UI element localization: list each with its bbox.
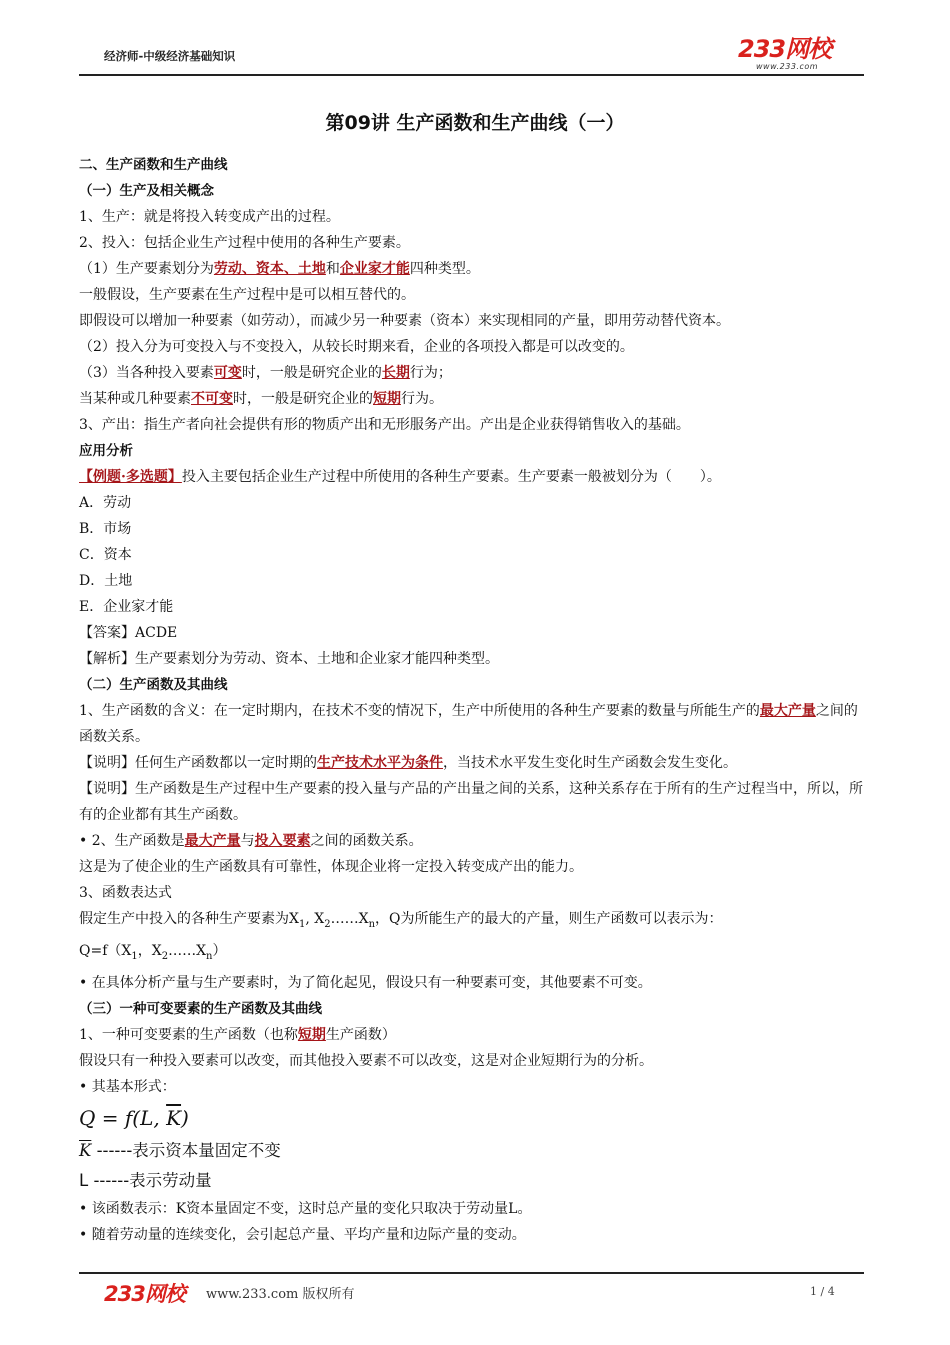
text-line [79,594,866,620]
document-body [79,152,866,1248]
formula [79,1100,866,1136]
logo-url: www.233.com [756,62,819,71]
text-segment: ，Q为所能生产的最大的产量，则生产函数可以表示为： [375,911,723,927]
text-segment: L ------表示劳动量 [79,1170,212,1190]
text-segment: 时，一般是研究企业的 [241,365,382,381]
text-line [79,938,866,970]
text-segment: ，当技术水平发生变化时生产函数会发生变化。 [443,755,737,771]
text-segment: , X [305,911,325,927]
text-line [79,1022,866,1048]
text-line [79,386,866,412]
text-segment: 行为。 [401,391,443,407]
section-heading [79,996,866,1022]
emphasis-text: 最大产量 [184,833,241,849]
text-line [79,854,866,880]
text-line [79,464,866,490]
text-line [79,828,866,854]
emphasis-text: 可变 [213,365,242,381]
text-line [79,334,866,360]
emphasis-text: 短期 [297,1026,326,1043]
text-segment: ……X [330,911,369,927]
text-segment: $\overline{K}$ [166,1105,182,1130]
text-segment: 二、生产函数和生产曲线 [79,157,228,173]
text-line [79,542,866,568]
emphasis-text: 最大产量 [759,703,816,719]
section-heading [79,178,866,204]
text-segment: Q = f(L, [79,1105,167,1130]
text-segment: 1 [298,918,306,930]
site-logo[interactable] [738,36,848,76]
text-segment: 2 [161,950,169,962]
text-segment: 之间的函数关系。 [79,703,858,745]
text-segment: B．市场 [79,521,132,537]
text-segment: D．土地 [79,573,133,589]
text-segment: 与 [240,833,255,849]
text-line [79,204,866,230]
text-segment: 应用分析 [79,443,133,459]
header-course-title: 经济师-中级经济基础知识 [104,49,236,63]
emphasis-text: 【例题·多选题】 [79,469,182,485]
text-segment: 【解析】生产要素划分为劳动、资本、土地和企业家才能四种类型。 [79,651,499,667]
text-segment: 当某种或几种要素 [79,391,191,407]
page-number: 1 / 4 [810,1285,835,1298]
text-segment: ……X [168,942,207,959]
text-segment: 假设只有一种投入要素可以改变，而其他投入要素不可以改变，这是对企业短期行为的分析。 [79,1052,653,1069]
text-line [79,412,866,438]
text-segment: n [206,950,213,962]
text-line [79,698,866,750]
section-heading [79,438,866,464]
section-heading [79,672,866,698]
text-segment: 生产函数） [325,1026,396,1043]
text-segment: 【答案】ACDE [79,625,178,641]
text-segment: 假定生产中投入的各种生产要素为X [79,911,299,927]
text-segment: ) [181,1105,189,1130]
text-segment: • 该函数表示：K资本量固定不变，这时总产量的变化只取决于劳动量L。 [79,1200,532,1217]
text-segment: 之间的函数关系。 [310,833,423,849]
text-segment: n [368,918,376,930]
text-segment: 1、生产函数的含义：在一定时期内，在技术不变的情况下，生产中所使用的各种生产要素的数量与所能生产的 [79,703,760,719]
text-segment: 投入主要包括企业生产过程中所使用的各种生产要素。生产要素一般被划分为（ ）。 [181,469,721,485]
document-title: 第09讲 生产函数和生产曲线（一） [325,112,625,134]
text-line [79,1222,866,1248]
formula-note [79,1136,866,1166]
text-segment: 时，一般是研究企业的 [233,391,373,407]
text-line [79,308,866,334]
text-segment: • 在具体分析产量与生产要素时，为了简化起见，假设只有一种要素可变，其他要素不可变。 [79,974,652,991]
text-segment: 行为； [409,365,452,381]
text-segment: ------表示资本量固定不变 [91,1140,281,1160]
text-segment: 【说明】任何生产函数都以一定时期的 [79,755,317,771]
emphasis-text: 长期 [381,365,410,381]
text-line [79,1196,866,1222]
emphasis-text: 不可变 [191,391,233,407]
text-line [79,282,866,308]
text-line [79,490,866,516]
text-line [79,750,866,776]
emphasis-text: 短期 [373,391,401,407]
text-line [79,256,866,282]
emphasis-text: 生产技术水平为条件 [317,755,443,771]
emphasis-text: 投入要素 [254,833,311,849]
text-segment: 四种类型。 [409,261,480,277]
formula-note [79,1166,866,1196]
text-segment: $\overline{K}$ [79,1140,92,1160]
text-segment: ） [212,942,227,959]
text-segment: 和 [325,261,340,277]
footer-rule [79,1272,864,1274]
text-line [79,230,866,256]
text-segment: E．企业家才能 [79,599,174,615]
logo-text: 233网校 [738,35,832,63]
text-line [79,906,866,938]
text-line [79,1074,866,1100]
text-segment: 一般假设，生产要素在生产过程中是可以相互替代的。 [79,287,415,303]
text-segment: C．资本 [79,547,132,563]
text-segment: • 其基本形式： [79,1078,176,1095]
emphasis-text: 企业家才能 [339,261,410,277]
text-line [79,620,866,646]
text-segment: （三）一种可变要素的生产函数及其曲线 [79,1000,322,1017]
text-line [79,646,866,672]
text-line [79,516,866,542]
footer-copyright: www.233.com 版权所有 [206,1287,355,1302]
text-segment: 【说明】生产函数是生产过程中生产要素的投入量与产品的产出量之间的关系，这种关系存在于所有的生产过程当中，所以，所有的企业都有其生产函数。 [79,781,863,823]
text-segment: 3、函数表达式 [79,885,172,901]
text-line [79,880,866,906]
emphasis-text: 劳动、资本、土地 [213,261,326,277]
text-segment: 1、一种可变要素的生产函数（也称 [79,1026,298,1043]
text-segment: 3、产出：指生产者向社会提供有形的物质产出和无形服务产出。产出是企业获得销售收入的基础。 [79,417,690,433]
text-segment: A．劳动 [79,495,132,511]
text-segment: 这是为了使企业的生产函数具有可靠性，体现企业将一定投入转变成产出的能力。 [79,859,583,875]
text-segment: • 2、生产函数是 [79,833,185,849]
text-line [79,1048,866,1074]
text-line [79,360,866,386]
text-line [79,776,866,828]
text-segment: （二）生产函数及其曲线 [79,677,228,693]
text-segment: • 随着劳动量的连续变化，会引起总产量、平均产量和边际产量的变动。 [79,1226,526,1243]
header-rule [79,74,864,76]
text-segment: （2）投入分为可变投入与不变投入，从较长时期来看，企业的各项投入都是可以改变的。 [79,339,634,355]
footer-logo[interactable]: 233网校 [104,1282,185,1306]
text-segment: 2 [324,918,331,930]
text-segment: 即假设可以增加一种要素（如劳动），而减少另一种要素（资本）来实现相同的产量，即用劳动替代资本。 [79,313,730,329]
text-segment: ，X [137,942,162,959]
text-segment: 1 [131,950,138,962]
text-line [79,970,866,996]
text-segment: （3）当各种投入要素 [79,365,214,381]
text-segment: （1）生产要素划分为 [79,261,214,277]
text-segment: Q=f（X [79,942,132,959]
section-heading [79,152,866,178]
text-segment: （一）生产及相关概念 [79,183,214,199]
text-segment: 2、投入：包括企业生产过程中使用的各种生产要素。 [79,235,410,251]
text-segment: 1、生产：就是将投入转变成产出的过程。 [79,209,340,225]
text-line [79,568,866,594]
